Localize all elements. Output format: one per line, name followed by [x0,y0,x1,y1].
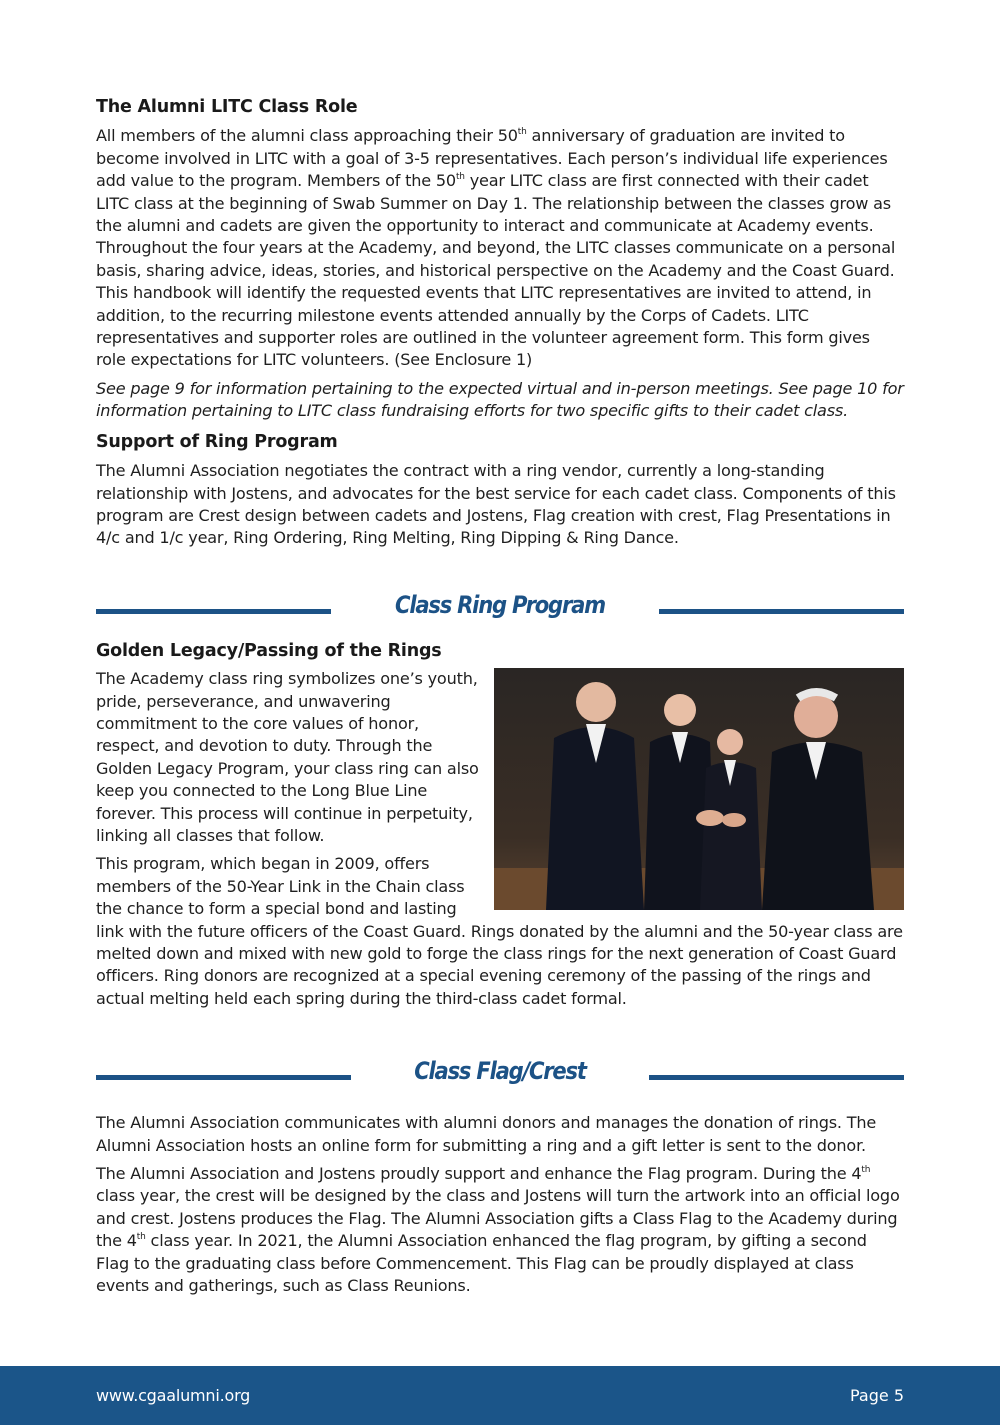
golden-legacy-heading: Golden Legacy/Passing of the Rings [96,640,442,661]
golden-legacy-paragraph-2: This program, which began in 2009, offers members of the 50-Year Link in the Chain class the chance to form a special bond and lasting link with the future officers of the Coast Guard. Rings donated by the alumni and the 50-year class are melted down and mixed with new gold to forge the class rings for the next generation of Coast Guard officers. Ring donors are recognized at a special evening ceremony of the passing of the rings and actual melting held each spring during the third-class cadet formal. [96,854,903,1008]
class-flag-banner [96,1057,904,1100]
ring-support-heading: Support of Ring Program [96,431,338,452]
class-flag-banner-title: Class Flag/Crest [414,1057,586,1086]
class-flag-paragraph-2 [96,1163,904,1297]
page-footer [0,1366,1000,1425]
page-number: Page 5 [850,1386,904,1405]
superscript: th [455,171,465,182]
page-content [96,96,904,1303]
superscript: th [136,1231,146,1242]
litc-italic-note: See page 9 for information pertaining to the expected virtual and in-person meetings. See page 10 for information pertaining to LITC class fundraising efforts for two specific gifts to their cadet class. [96,378,904,421]
banner-rule-right [659,609,904,614]
litc-role-paragraph [96,125,904,371]
text-run: anniversary of graduation are invited to become involved in LITC with a goal of 3-5 representatives. Each person’s individual life experiences add value to the program. Members of the 50 [96,126,888,191]
ceremony-illustration [494,668,904,910]
class-ring-banner [96,590,904,634]
class-flag-paragraph-1: The Alumni Association communicates with alumni donors and manages the donation of rings. The Alumni Association hosts an online form for submitting a ring and a gift letter is sent to the donor. [96,1113,877,1155]
text-run: The Alumni Association and Jostens proudly support and enhance the Flag program. During the 4 [96,1164,862,1184]
banner-rule-right [649,1075,904,1080]
ring-support-paragraph: The Alumni Association negotiates the contract with a ring vendor, currently a long-standing relationship with Jostens, and advocates for the best service for each cadet class. Components of this program are Crest design between cadets and Jostens, Flag creation with crest, Flag Presentations in 4/c and 1/c year, Ring Ordering, Ring Melting, Ring Dipping & Ring Dance. [96,461,896,548]
litc-role-heading: The Alumni LITC Class Role [96,97,358,117]
golden-legacy-paragraph-1: The Academy class ring symbolizes one’s youth, pride, perseverance, and unwavering commitment to the core values of honor, respect, and devotion to duty. Through the Golden Legacy Program, your class ring can also keep you connected to the Long Blue Line forever. This process will continue in perpetuity, linking all classes that follow. [96,669,479,845]
text-run: year LITC class are first connected with their cadet LITC class at the beginning of Swab Summer on Day 1. The relationship between the classes grow as the alumni and cadets are given the opportunity to interact and communicate at Academy events. Throughout the four years at the Academy, and beyond, the LITC classes communicate on a personal basis, sharing advice, ideas, stories, and historical perspective on the Academy and the Coast Guard. This handbook will identify the requested events that LITC representatives are invited to attend, in addition, to the recurring milestone events attended annually by the Corps of Cadets. LITC representatives and supporter roles are outlined in the volunteer agreement form. This form gives role expectations for LITC volunteers. (See Enclosure 1) [96,171,896,370]
ring-ceremony-photo [494,668,904,910]
text-run: All members of the alumni class approaching their 50 [96,126,518,146]
superscript: th [517,127,527,138]
class-ring-banner-title: Class Ring Program [395,590,605,619]
text-run: class year, the crest will be designed by the class and Jostens will turn the artwork into an official logo and crest. Jostens produces the Flag. The Alumni Association gifts a Class Flag to the Academy during the 4 [96,1186,900,1251]
superscript: th [861,1164,871,1175]
text-run: class year. In 2021, the Alumni Association enhanced the flag program, by gifting a second Flag to the graduating class before Commencement. This Flag can be proudly displayed at class events and gatherings, such as Class Reunions. [96,1231,867,1296]
website-link[interactable]: www.cgaalumni.org [96,1386,251,1405]
